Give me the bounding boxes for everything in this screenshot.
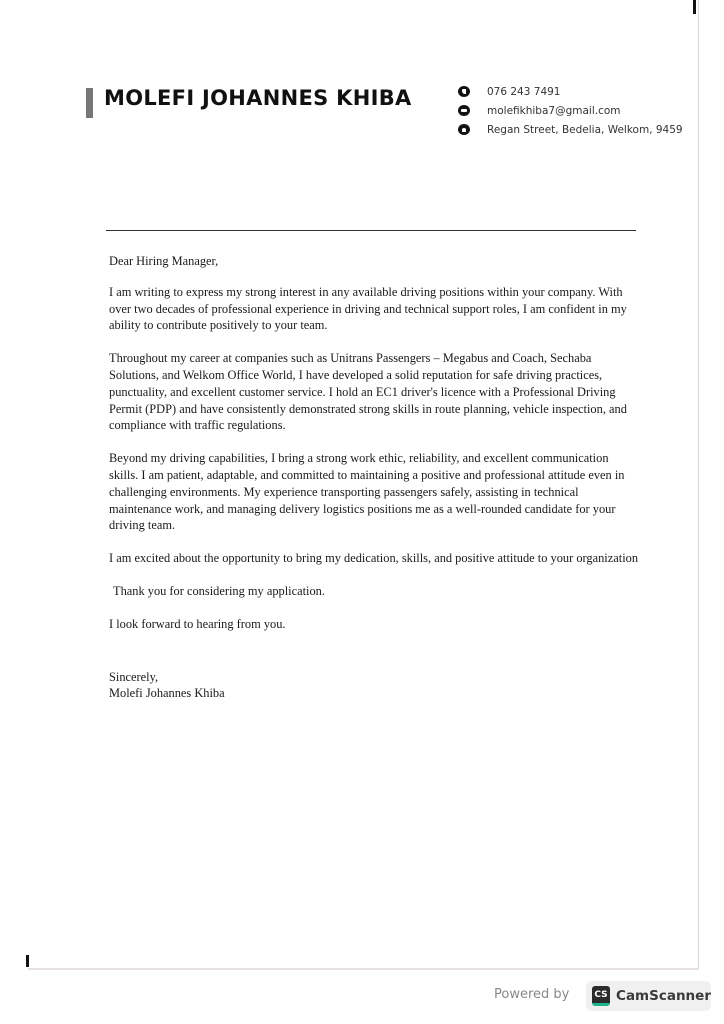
camscanner-badge[interactable] bbox=[586, 981, 711, 1011]
paragraph-intro: I am writing to express my strong interest in any available driving positions within your company. With over two decades of professional experience in driving and technical support roles, I am confident in my ability to contribute positively to your team. bbox=[109, 284, 627, 333]
camscanner-logo-icon: CS bbox=[592, 986, 610, 1006]
phone-number: 076 243 7491 bbox=[487, 85, 561, 98]
contact-email bbox=[458, 101, 683, 120]
closing: Sincerely, bbox=[109, 669, 159, 684]
header-divider bbox=[106, 230, 636, 231]
scan-edge-mark bbox=[26, 955, 29, 967]
scan-edge-mark bbox=[693, 0, 696, 14]
name-accent-bar bbox=[86, 88, 93, 118]
phone-icon bbox=[458, 86, 470, 97]
signoff bbox=[109, 669, 639, 701]
street-address: Regan Street, Bedelia, Welkom, 9459 bbox=[487, 123, 683, 136]
letter-body bbox=[109, 253, 639, 701]
powered-by-label: Powered by bbox=[494, 987, 570, 1002]
email-icon bbox=[458, 105, 470, 116]
signature: Molefi Johannes Khiba bbox=[109, 685, 225, 700]
contact-phone bbox=[458, 82, 683, 101]
paragraph-skills: Beyond my driving capabilities, I bring a strong work ethic, reliability, and excellent communication skills. I am patient, adaptable, and committed to maintaining a positive and professional attitude even in challenging environments. My experience transporting passengers safely, assisting in technical maintenance work, and managing delivery logistics positions me as a well-rounded candidate for your driving team. bbox=[109, 451, 625, 533]
paragraph-experience: Throughout my career at companies such as Unitrans Passengers – Megabus and Coach, Sechaba Solutions, and Welkom Office World, I have developed a solid reputation for safe driving practices, punctuality, and excellent customer service. I hold an EC1 driver's licence with a Professional Driving Permit (PDP) and have consistently demonstrated strong skills in route planning, vehicle inspection, and compliance with traffic regulations. bbox=[109, 351, 627, 433]
email-address: molefikhiba7@gmail.com bbox=[487, 104, 621, 117]
paragraph-forward: I look forward to hearing from you. bbox=[109, 616, 286, 631]
contact-address bbox=[458, 120, 683, 139]
home-icon bbox=[458, 124, 470, 135]
contact-block bbox=[458, 82, 683, 139]
paragraph-thanks: Thank you for considering my application. bbox=[113, 583, 325, 598]
applicant-name: MOLEFI JOHANNES KHIBA bbox=[104, 86, 412, 110]
paragraph-excitement: I am excited about the opportunity to bring my dedication, skills, and positive attitude to your organization bbox=[109, 551, 639, 566]
salutation: Dear Hiring Manager, bbox=[109, 254, 219, 268]
camscanner-brand: CamScanner bbox=[616, 988, 711, 1004]
